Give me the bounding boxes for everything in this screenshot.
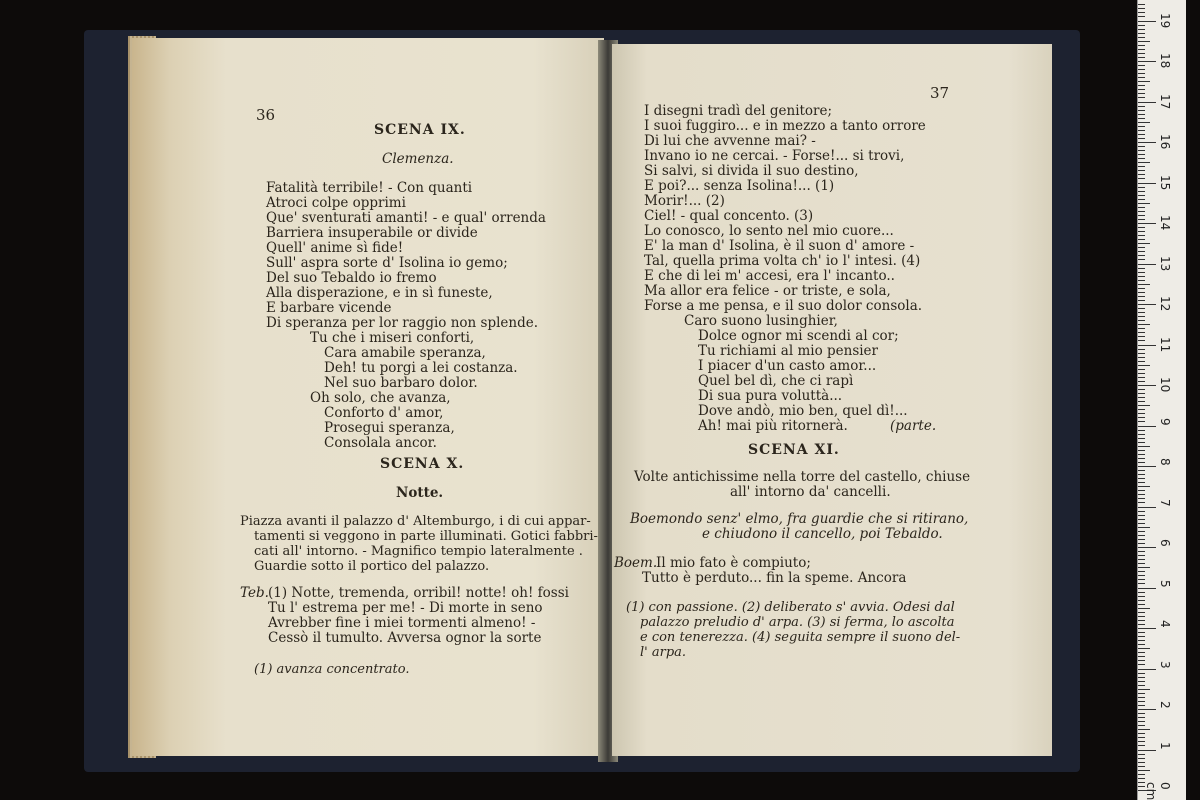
ruler-tick bbox=[1138, 438, 1145, 439]
ruler-tick bbox=[1138, 292, 1145, 293]
aria-line: Dove andò, mio ben, quel dì!... bbox=[698, 403, 908, 419]
stage-direction-line: Volte antichissime nella torre del castello, chiuse bbox=[634, 469, 971, 485]
ruler-tick bbox=[1138, 770, 1150, 771]
ruler-tick bbox=[1138, 709, 1156, 710]
ruler-tick bbox=[1138, 49, 1145, 50]
ruler-tick bbox=[1138, 648, 1150, 649]
ruler-tick bbox=[1138, 604, 1145, 605]
verse-line: Ciel! - qual concento. (3) bbox=[644, 208, 814, 224]
ruler-tick bbox=[1138, 750, 1156, 751]
ruler-tick bbox=[1138, 462, 1145, 463]
ruler-tick bbox=[1138, 636, 1145, 637]
ruler-tick bbox=[1138, 97, 1145, 98]
verse-line: Si salvi, si divida il suo destino, bbox=[644, 163, 859, 179]
ruler-tick bbox=[1138, 73, 1145, 74]
ruler-tick bbox=[1138, 624, 1145, 625]
ruler-tick bbox=[1138, 255, 1145, 256]
ruler-tick bbox=[1138, 721, 1145, 722]
ruler-tick bbox=[1138, 316, 1145, 317]
ruler-tick bbox=[1138, 656, 1145, 657]
ruler-tick bbox=[1138, 29, 1145, 30]
ruler-tick bbox=[1138, 219, 1145, 220]
ruler-tick bbox=[1138, 259, 1145, 260]
ruler-tick bbox=[1138, 332, 1145, 333]
ruler-tick bbox=[1138, 405, 1150, 406]
aria-line: I piacer d'un casto amor... bbox=[698, 358, 877, 374]
ruler-tick bbox=[1138, 349, 1145, 350]
verse-line: Ma allor era felice - or triste, e sola, bbox=[644, 283, 891, 299]
ruler-tick bbox=[1138, 336, 1145, 337]
ruler-tick bbox=[1138, 272, 1145, 273]
ruler-label: 18 bbox=[1158, 53, 1172, 69]
ruler-tick bbox=[1138, 689, 1150, 690]
scene-title: SCENA XI. bbox=[748, 442, 840, 458]
ruler-tick bbox=[1138, 16, 1145, 17]
ruler-tick bbox=[1138, 138, 1145, 139]
ruler-tick bbox=[1138, 741, 1145, 742]
ruler-tick bbox=[1138, 211, 1145, 212]
entrance-line: e chiudono il cancello, poi Tebaldo. bbox=[702, 526, 943, 542]
ruler-tick bbox=[1138, 579, 1145, 580]
ruler-tick bbox=[1138, 4, 1145, 5]
ruler-label: 1 bbox=[1158, 741, 1172, 750]
stage-direction-line: cati all' intorno. - Magnifico tempio lateralmente . bbox=[254, 544, 583, 559]
ruler-tick bbox=[1138, 417, 1145, 418]
ruler-tick bbox=[1138, 235, 1145, 236]
ruler-label: 5 bbox=[1158, 579, 1172, 588]
exit-direction: (parte. bbox=[890, 418, 937, 434]
verse-line: Morir!... (2) bbox=[644, 193, 725, 209]
ruler-tick bbox=[1138, 89, 1145, 90]
ruler-tick bbox=[1138, 126, 1145, 127]
ruler-label: 6 bbox=[1158, 539, 1172, 547]
verse-line: Sull' aspra sorte d' Isolina io gemo; bbox=[266, 255, 508, 271]
stage-direction-line: all' intorno da' cancelli. bbox=[730, 484, 891, 500]
ruler-tick bbox=[1138, 37, 1145, 38]
ruler-tick bbox=[1138, 207, 1145, 208]
aria-line: Ah! mai più ritornerà. bbox=[698, 418, 848, 434]
ruler-label: 7 bbox=[1158, 498, 1172, 507]
ruler-tick bbox=[1138, 430, 1145, 431]
ruler-tick bbox=[1138, 340, 1145, 341]
ruler-tick bbox=[1138, 195, 1145, 196]
ruler-tick bbox=[1138, 458, 1145, 459]
ruler-tick bbox=[1138, 515, 1145, 516]
ruler-tick bbox=[1138, 482, 1145, 483]
verse-line: Di lui che avvenne mai? - bbox=[644, 133, 816, 149]
ruler-tick bbox=[1138, 328, 1145, 329]
ruler-label: 10 bbox=[1158, 377, 1172, 393]
ruler-tick bbox=[1138, 227, 1145, 228]
ruler-tick bbox=[1138, 758, 1145, 759]
ruler-tick bbox=[1138, 118, 1145, 119]
ruler-label: 8 bbox=[1158, 458, 1172, 466]
aria-line: Oh solo, che avanza, bbox=[310, 390, 451, 406]
ruler-tick bbox=[1138, 377, 1145, 378]
ruler-tick bbox=[1138, 57, 1145, 58]
ruler-tick bbox=[1138, 583, 1145, 584]
ruler-tick bbox=[1138, 353, 1145, 354]
ruler-tick bbox=[1138, 284, 1150, 285]
verse-line: Di speranza per lor raggio non splende. bbox=[266, 315, 539, 331]
ruler-tick bbox=[1138, 547, 1156, 548]
ruler-tick bbox=[1138, 502, 1145, 503]
ruler-tick bbox=[1138, 130, 1145, 131]
verse-line: Fatalità terribile! - Con quanti bbox=[266, 180, 473, 196]
ruler-tick bbox=[1138, 567, 1150, 568]
ruler-tick bbox=[1138, 511, 1145, 512]
aria-line: Deh! tu porgi a lei costanza. bbox=[324, 360, 518, 376]
verse-line: Tal, quella prima volta ch' io l' intesi. (4) bbox=[644, 253, 921, 269]
ruler-tick bbox=[1138, 296, 1145, 297]
ruler-tick bbox=[1138, 174, 1145, 175]
ruler-tick bbox=[1138, 369, 1145, 370]
ruler-tick bbox=[1138, 446, 1150, 447]
ruler-tick bbox=[1138, 251, 1145, 252]
ruler-tick bbox=[1138, 608, 1150, 609]
ruler-tick bbox=[1138, 239, 1145, 240]
ruler-tick bbox=[1138, 154, 1145, 155]
ruler-tick bbox=[1138, 434, 1145, 435]
ruler-label: 0 cm bbox=[1144, 782, 1172, 800]
ruler-tick bbox=[1138, 324, 1150, 325]
ruler-tick bbox=[1138, 535, 1145, 536]
ruler-tick bbox=[1138, 413, 1145, 414]
ruler-tick bbox=[1138, 288, 1145, 289]
ruler-tick bbox=[1138, 308, 1145, 309]
aria-line: Prosegui speranza, bbox=[324, 420, 455, 436]
verse-line: Del suo Tebaldo io fremo bbox=[266, 270, 437, 286]
ruler-tick bbox=[1138, 93, 1145, 94]
aria-line: Conforto d' amor, bbox=[324, 405, 444, 421]
ruler-tick bbox=[1138, 187, 1145, 188]
verse-line: E' la man d' Isolina, è il suon d' amore - bbox=[644, 238, 915, 254]
ruler-tick bbox=[1138, 486, 1150, 487]
ruler-tick bbox=[1138, 628, 1156, 629]
ruler-tick bbox=[1138, 162, 1150, 163]
ruler-tick bbox=[1138, 106, 1145, 107]
ruler-tick bbox=[1138, 664, 1145, 665]
ruler-label: 17 bbox=[1158, 93, 1172, 109]
stage-direction-line: Piazza avanti il palazzo d' Altemburgo, i di cui appar- bbox=[240, 514, 591, 529]
ruler-tick bbox=[1138, 442, 1145, 443]
ruler-tick bbox=[1138, 397, 1145, 398]
ruler-tick bbox=[1138, 158, 1145, 159]
ruler-tick bbox=[1138, 490, 1145, 491]
ruler-tick bbox=[1138, 725, 1145, 726]
aria-line: Caro suono lusinghier, bbox=[684, 313, 838, 329]
dialogue-line: Avrebber fine i miei tormenti almeno! - bbox=[268, 615, 536, 631]
verse-line: Atroci colpe opprimi bbox=[266, 195, 406, 211]
ruler-tick bbox=[1138, 41, 1150, 42]
ruler-label: 19 bbox=[1158, 12, 1172, 28]
ruler-tick bbox=[1138, 543, 1145, 544]
ruler-tick bbox=[1138, 8, 1145, 9]
ruler-label: 11 bbox=[1158, 336, 1172, 352]
ruler-tick bbox=[1138, 778, 1145, 779]
ruler-label: 2 bbox=[1158, 701, 1172, 709]
ruler-tick bbox=[1138, 592, 1145, 593]
ruler-tick bbox=[1138, 652, 1145, 653]
ruler-tick bbox=[1138, 166, 1145, 167]
ruler-tick bbox=[1138, 701, 1145, 702]
ruler-tick bbox=[1138, 85, 1145, 86]
ruler-tick bbox=[1138, 345, 1156, 346]
dialogue-line: Il mio fato è compiuto; bbox=[656, 555, 811, 571]
ruler-tick bbox=[1138, 470, 1145, 471]
ruler-label: 3 bbox=[1158, 660, 1172, 669]
scene-title: SCENA IX. bbox=[374, 122, 466, 138]
ruler-tick bbox=[1138, 170, 1145, 171]
ruler-tick bbox=[1138, 754, 1145, 755]
verse-line: Forse a me pensa, e il suo dolor consola. bbox=[644, 298, 923, 314]
ruler-tick bbox=[1138, 494, 1145, 495]
ruler-tick bbox=[1138, 660, 1145, 661]
aria-line: Nel suo barbaro dolor. bbox=[324, 375, 478, 391]
ruler-tick bbox=[1138, 588, 1156, 589]
ruler-tick bbox=[1138, 466, 1156, 467]
ruler-tick bbox=[1138, 640, 1145, 641]
ruler-tick bbox=[1138, 612, 1145, 613]
ruler-tick bbox=[1138, 729, 1150, 730]
ruler-label: 9 bbox=[1158, 417, 1172, 426]
ruler-label: 13 bbox=[1158, 255, 1172, 271]
aria-line: Dolce ognor mi scendi al cor; bbox=[698, 328, 899, 344]
ruler-tick bbox=[1138, 596, 1145, 597]
ruler-tick bbox=[1138, 61, 1156, 62]
footnote-line: l' arpa. bbox=[640, 645, 687, 660]
scene-title: SCENA X. bbox=[380, 456, 465, 472]
ruler-tick bbox=[1138, 114, 1145, 115]
ruler-tick bbox=[1138, 393, 1145, 394]
left-page bbox=[132, 38, 604, 756]
ruler-tick bbox=[1138, 507, 1156, 508]
ruler-tick bbox=[1138, 134, 1145, 135]
dialogue-line: Tu l' estrema per me! - Di morte in seno bbox=[268, 600, 543, 616]
ruler-tick bbox=[1138, 559, 1145, 560]
ruler-tick bbox=[1138, 389, 1145, 390]
ruler-tick bbox=[1138, 276, 1145, 277]
ruler-tick bbox=[1138, 361, 1145, 362]
ruler-tick bbox=[1138, 243, 1150, 244]
ruler-tick bbox=[1138, 478, 1145, 479]
ruler-tick bbox=[1138, 373, 1145, 374]
aria-line: Cara amabile speranza, bbox=[324, 345, 486, 361]
ruler-tick bbox=[1138, 381, 1145, 382]
ruler-tick bbox=[1138, 762, 1145, 763]
ruler-tick bbox=[1138, 142, 1156, 143]
aria-line: Consolala ancor. bbox=[324, 435, 437, 451]
ruler-tick bbox=[1138, 575, 1145, 576]
ruler-tick bbox=[1138, 401, 1145, 402]
ruler-tick bbox=[1138, 69, 1145, 70]
ruler-tick bbox=[1138, 523, 1145, 524]
verse-line: E poi?... senza Isolina!... (1) bbox=[644, 178, 835, 194]
ruler-tick bbox=[1138, 264, 1156, 265]
speaker-name: Teb. bbox=[240, 585, 269, 601]
ruler-tick bbox=[1138, 519, 1145, 520]
ruler-label: 4 bbox=[1158, 620, 1172, 628]
ruler-tick bbox=[1138, 766, 1145, 767]
ruler-tick bbox=[1138, 21, 1156, 22]
verse-line: Que' sventurati amanti! - e qual' orrenda bbox=[266, 210, 546, 226]
dialogue-line: Cessò il tumulto. Avversa ognor la sorte bbox=[268, 630, 542, 646]
ruler-tick bbox=[1138, 498, 1145, 499]
ruler-tick bbox=[1138, 33, 1145, 34]
entrance-line: Boemondo senz' elmo, fra guardie che si ritirano, bbox=[630, 511, 969, 527]
ruler-tick bbox=[1138, 474, 1145, 475]
verse-line: Invano io ne cercai. - Forse!... si trovi, bbox=[644, 148, 905, 164]
ruler-label: 16 bbox=[1158, 134, 1172, 150]
verse-line: I disegni tradì del genitore; bbox=[644, 103, 833, 119]
ruler-tick bbox=[1138, 421, 1145, 422]
ruler-tick bbox=[1138, 150, 1145, 151]
ruler-label: 15 bbox=[1158, 174, 1172, 190]
verse-line: Lo conosco, lo sento nel mio cuore... bbox=[644, 223, 894, 239]
ruler-tick bbox=[1138, 146, 1145, 147]
ruler-tick bbox=[1138, 122, 1150, 123]
footnote-line: palazzo preludio d' arpa. (3) si ferma, lo ascolta bbox=[640, 615, 955, 630]
dialogue-line: Tutto è perduto... fin la speme. Ancora bbox=[642, 570, 907, 586]
ruler-tick bbox=[1138, 685, 1145, 686]
ruler-tick bbox=[1138, 620, 1145, 621]
ruler-tick bbox=[1138, 745, 1145, 746]
aria-line: Tu richiami al mio pensier bbox=[698, 343, 879, 359]
ruler-tick bbox=[1138, 681, 1145, 682]
footnote-line: e con tenerezza. (4) seguita sempre il suono del- bbox=[640, 630, 961, 645]
ruler-tick bbox=[1138, 300, 1145, 301]
ruler-tick bbox=[1138, 693, 1145, 694]
page-number: 37 bbox=[930, 84, 950, 102]
speaker-name: Boem. bbox=[614, 555, 658, 571]
ruler-tick bbox=[1138, 644, 1145, 645]
stage-direction-line: tamenti si veggono in parte illuminati. Gotici fabbri- bbox=[254, 529, 598, 544]
page-number: 36 bbox=[256, 106, 276, 124]
character-name: Clemenza. bbox=[382, 151, 454, 167]
ruler-tick bbox=[1138, 178, 1145, 179]
ruler-tick bbox=[1138, 25, 1145, 26]
verse-line: Quell' anime sì fide! bbox=[266, 240, 404, 256]
ruler-tick bbox=[1138, 312, 1145, 313]
ruler-tick bbox=[1138, 191, 1145, 192]
ruler-tick bbox=[1138, 531, 1145, 532]
ruler-tick bbox=[1138, 733, 1145, 734]
ruler-tick bbox=[1138, 426, 1156, 427]
ruler-label: 12 bbox=[1158, 296, 1172, 312]
dialogue-line: (1) Notte, tremenda, orribil! notte! oh! fossi bbox=[268, 585, 569, 601]
stage-direction-line: Guardie sotto il portico del palazzo. bbox=[254, 559, 490, 574]
aria-line: Quel bel dì, che ci rapì bbox=[698, 373, 854, 389]
ruler-tick bbox=[1138, 454, 1145, 455]
ruler-tick bbox=[1138, 705, 1145, 706]
footnote-line: (1) con passione. (2) deliberato s' avvia. Odesi dal bbox=[626, 600, 955, 615]
ruler-tick bbox=[1138, 102, 1156, 103]
ruler-tick bbox=[1138, 203, 1150, 204]
ruler-tick bbox=[1138, 616, 1145, 617]
ruler-tick bbox=[1138, 713, 1145, 714]
right-page bbox=[612, 44, 1052, 756]
ruler-tick bbox=[1138, 45, 1145, 46]
ruler-tick bbox=[1138, 669, 1156, 670]
ruler-tick bbox=[1138, 527, 1150, 528]
ruler-tick bbox=[1138, 231, 1145, 232]
ruler-tick bbox=[1138, 563, 1145, 564]
aria-line: Di sua pura voluttà... bbox=[698, 388, 843, 404]
footnote: (1) avanza concentrato. bbox=[254, 662, 410, 677]
verse-line: E che di lei m' accesi, era l' incanto.. bbox=[644, 268, 895, 284]
ruler-tick bbox=[1138, 539, 1145, 540]
aria-line: Tu che i miseri conforti, bbox=[310, 330, 475, 346]
scene-subtitle: Notte. bbox=[396, 485, 444, 501]
ruler-tick bbox=[1138, 450, 1145, 451]
ruler-tick bbox=[1138, 697, 1145, 698]
ruler-tick bbox=[1138, 357, 1145, 358]
verse-line: Alla disperazione, e in sì funeste, bbox=[266, 285, 493, 301]
measuring-ruler bbox=[1137, 0, 1186, 800]
ruler-tick bbox=[1138, 551, 1145, 552]
verse-line: Barriera insuperabile or divide bbox=[266, 225, 478, 241]
ruler-tick bbox=[1138, 110, 1145, 111]
ruler-tick bbox=[1138, 632, 1145, 633]
ruler-label: 14 bbox=[1158, 215, 1172, 231]
ruler-tick bbox=[1138, 53, 1145, 54]
ruler-tick bbox=[1138, 673, 1145, 674]
ruler-tick bbox=[1138, 183, 1156, 184]
ruler-tick bbox=[1138, 12, 1145, 13]
ruler-tick bbox=[1138, 223, 1156, 224]
ruler-tick bbox=[1138, 737, 1145, 738]
ruler-tick bbox=[1138, 304, 1156, 305]
ruler-tick bbox=[1138, 555, 1145, 556]
ruler-tick bbox=[1138, 247, 1145, 248]
ruler-tick bbox=[1138, 600, 1145, 601]
ruler-tick bbox=[1138, 409, 1145, 410]
ruler-tick bbox=[1138, 65, 1145, 66]
ruler-tick bbox=[1138, 717, 1145, 718]
verse-line: I suoi fuggiro... e in mezzo a tanto orrore bbox=[644, 118, 926, 134]
ruler-tick bbox=[1138, 215, 1145, 216]
ruler-tick bbox=[1138, 199, 1145, 200]
ruler-tick bbox=[1138, 280, 1145, 281]
ruler-tick bbox=[1138, 81, 1150, 82]
verse-line: E barbare vicende bbox=[266, 300, 392, 316]
ruler-tick bbox=[1138, 677, 1145, 678]
ruler-tick bbox=[1138, 268, 1145, 269]
ruler-tick bbox=[1138, 77, 1145, 78]
ruler-tick bbox=[1138, 320, 1145, 321]
ruler-tick bbox=[1138, 365, 1150, 366]
ruler-tick bbox=[1138, 385, 1156, 386]
ruler-tick bbox=[1138, 774, 1145, 775]
ruler-tick bbox=[1138, 571, 1145, 572]
